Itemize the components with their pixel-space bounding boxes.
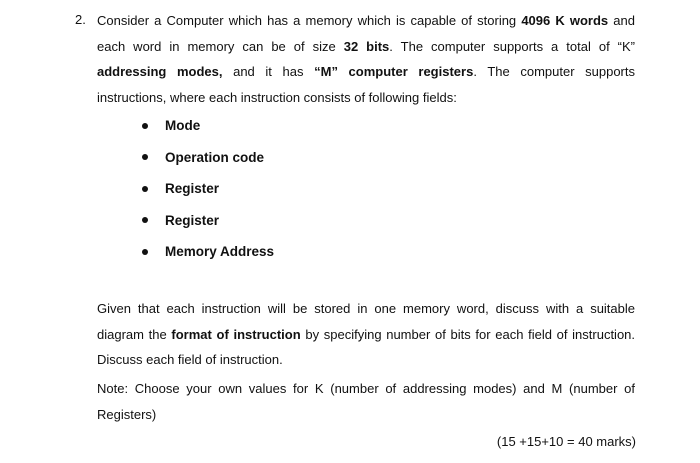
bullet-icon [142,249,148,255]
bullet-icon [142,186,148,192]
marks-allocation: (15 +15+10 = 40 marks) [496,434,636,449]
instruction-fields-list [142,110,274,268]
bullet-icon [142,154,148,160]
word-size-bold: 32 bits [343,38,390,54]
question-number: 2. [75,12,86,27]
format-of-instruction-bold: format of instruction [171,326,301,342]
bullet-icon [142,123,148,129]
list-item: Mode [142,110,274,142]
addressing-modes-bold: addressing modes, [97,64,223,79]
question-task: Given that each instruction will be stored in one memory word, discuss with a suitable diagram the format of instruction by specifying number of bits for each field of instruction. Discuss each field of instruction. [97,301,636,367]
list-item: Register [142,173,274,205]
question-intro: Consider a Computer which has a memory which is capable of storing 4096 K words and each word in memory can be of size 32 bits. The computer supports a total of “K” addressing modes, and it has “M” computer registers. The computer supports instructions, where each instruction consists of following fields: [97,13,636,105]
list-item: Register [142,205,274,237]
question-note: Note: Choose your own values for K (number of addressing modes) and M (number of Registers) [97,381,635,422]
list-item: Memory Address [142,236,274,268]
registers-bold: “M” computer registers [314,64,474,79]
memory-size-bold: 4096 K words [521,13,609,28]
list-item: Operation code [142,142,274,174]
bullet-icon [142,217,148,223]
